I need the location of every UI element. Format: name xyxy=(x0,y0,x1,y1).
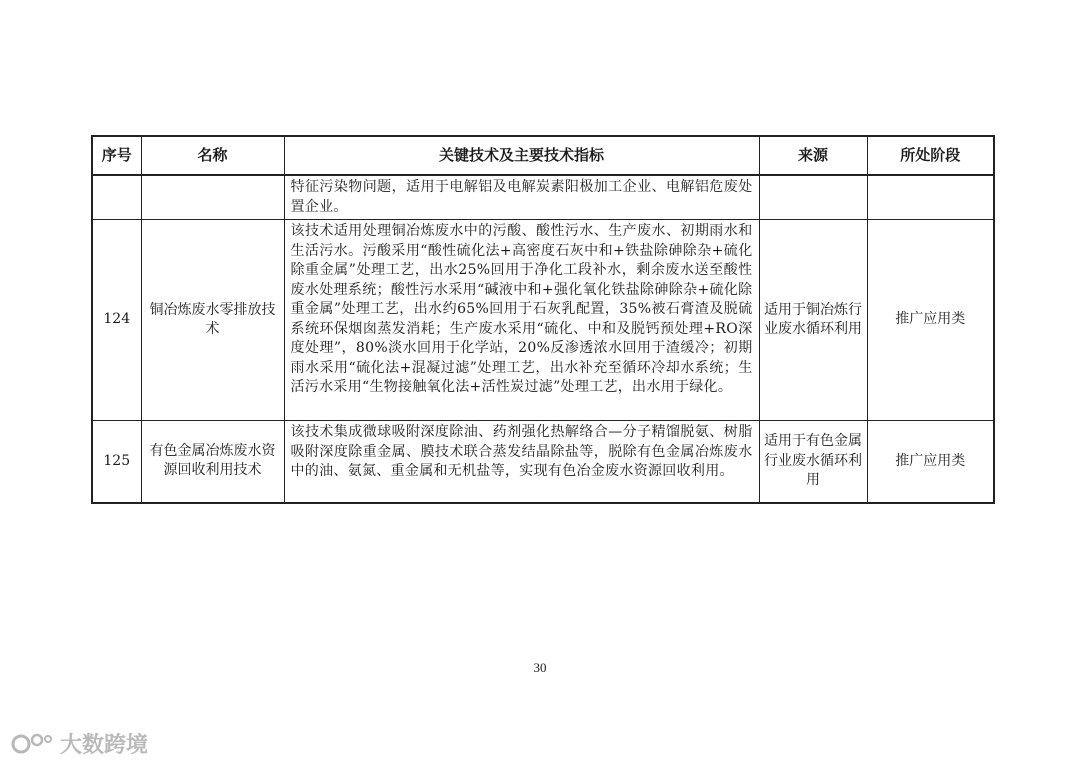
table-row xyxy=(92,421,994,503)
row-source: 适用于铜冶炼行业废水循环利用 xyxy=(759,220,867,421)
technology-table xyxy=(91,135,995,504)
brand-logo-icon xyxy=(10,731,54,757)
table-row xyxy=(92,175,994,220)
row-stage xyxy=(867,175,994,220)
watermark-text: 大数跨境 xyxy=(60,733,149,758)
row-description: 该技术集成微球吸附深度除油、药剂强化热解络合—分子精馏脱氨、树脂吸附深度除重金属、膜技术联合蒸发结晶除盐等，脱除有色金属冶炼废水中的油、氨氮、重金属和无机盐等，实现有色冶金废水资源回收利用。 xyxy=(284,421,759,503)
row-no: 125 xyxy=(92,421,141,503)
row-name xyxy=(141,175,284,220)
row-no xyxy=(92,175,141,220)
row-name: 有色金属冶炼废水资源回收利用技术 xyxy=(141,421,284,503)
page-number: 30 xyxy=(533,660,547,675)
header-source: 来源 xyxy=(759,136,867,175)
header-description: 关键技术及主要技术指标 xyxy=(284,136,759,175)
watermark xyxy=(10,728,148,759)
row-source xyxy=(759,175,867,220)
row-description: 该技术适用处理铜冶炼废水中的污酸、酸性污水、生产废水、初期雨水和生活污水。污酸采用“酸性硫化法+高密度石灰中和+铁盐除砷除杂+硫化除重金属”处理工艺，出水25%回用于净化工段补水，剩余废水送至酸性废水处理系统；酸性污水采用“碱液中和+强化氧化铁盐除砷除杂+硫化除重金属”处理工艺，出水约65%回用于石灰乳配置，35%被石膏渣及脱硫系统环保烟囱蒸发消耗；生产废水采用“硫化、中和及脱钙预处理+RO深度处理”，80%淡水回用于化学站，20%反渗透浓水回用于渣缓冷；初期雨水采用“硫化法+混凝过滤”处理工艺，出水补充至循环冷却水系统；生活污水采用“生物接触氧化法+活性炭过滤”处理工艺，出水用于绿化。 xyxy=(284,220,759,421)
header-no: 序号 xyxy=(92,136,141,175)
table-header-row xyxy=(92,136,994,175)
header-stage: 所处阶段 xyxy=(867,136,994,175)
row-description: 特征污染物问题，适用于电解铝及电解炭素阳极加工企业、电解铝危废处置企业。 xyxy=(284,175,759,220)
row-source: 适用于有色金属行业废水循环利用 xyxy=(759,421,867,503)
row-stage: 推广应用类 xyxy=(867,220,994,421)
row-stage: 推广应用类 xyxy=(867,421,994,503)
row-no: 124 xyxy=(92,220,141,421)
table-row xyxy=(92,220,994,421)
header-name: 名称 xyxy=(141,136,284,175)
row-name: 铜冶炼废水零排放技术 xyxy=(141,220,284,421)
